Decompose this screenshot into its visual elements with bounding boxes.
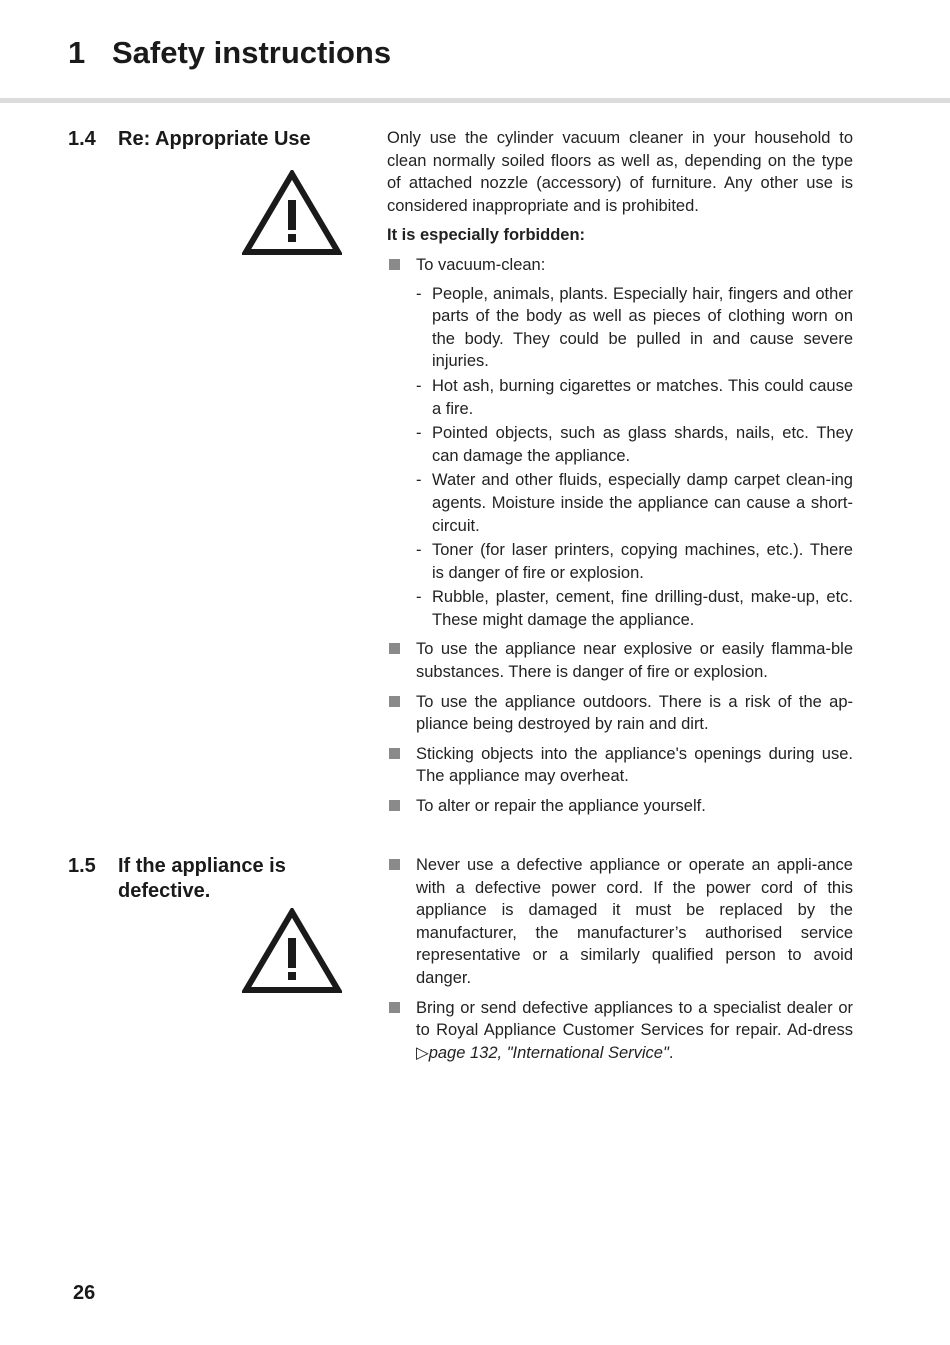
sublist-item-text: Toner (for laser printers, copying machines, etc.). There is danger of fire or explosion.	[432, 541, 853, 582]
square-bullet-icon	[389, 1002, 400, 1013]
forbidden-list	[387, 254, 853, 818]
defective-list	[387, 854, 853, 1064]
list-item-text: To alter or repair the appliance yourself.	[416, 797, 706, 816]
chapter-title	[68, 34, 391, 72]
sublist-item	[416, 586, 853, 631]
reference-end: .	[668, 1043, 674, 1062]
sublist-item	[416, 422, 853, 467]
list-item-text: Sticking objects into the appliance's openings during use. The appliance may overheat.	[416, 744, 853, 786]
warning-triangle-icon	[242, 908, 342, 994]
sublist-item-text: Hot ash, burning cigarettes or matches. This could cause a fire.	[432, 376, 853, 418]
page-number: 26	[73, 1282, 96, 1304]
dash-bullet-icon: -	[416, 471, 422, 490]
section-title: Re: Appropriate Use	[118, 128, 311, 150]
sublist-item	[416, 469, 853, 537]
section-body	[387, 127, 853, 825]
list-item-text: To use the appliance outdoors. There is a risk of the ap-pliance being destroyed by rain and dirt.	[416, 692, 853, 734]
reference-arrow-icon: ▷	[416, 1043, 429, 1062]
square-bullet-icon	[389, 748, 400, 759]
dash-bullet-icon: -	[416, 424, 422, 443]
sublist-item-text: People, animals, plants. Especially hair, fingers and other parts of the body as well as pieces of clothing worn on the body. They could be pulled in and cause severe injuries.	[432, 284, 853, 371]
section-number: 1.5	[68, 855, 96, 877]
square-bullet-icon	[389, 800, 400, 811]
list-item	[387, 743, 853, 788]
dash-bullet-icon: -	[416, 588, 422, 607]
square-bullet-icon	[389, 859, 400, 870]
warning-triangle-icon	[242, 170, 342, 256]
list-item-text: To use the appliance near explosive or easily flamma-ble substances. There is danger of fire or explosion.	[416, 640, 853, 682]
sublist-item-text: Pointed objects, such as glass shards, nails, etc. They can damage the appliance.	[432, 424, 853, 465]
dash-bullet-icon: -	[416, 284, 422, 303]
sublist-item	[416, 283, 853, 373]
header-divider	[0, 98, 950, 103]
sublist-item-text: Rubble, plaster, cement, fine drilling-dust, make-up, etc. These might damage the appliance.	[432, 588, 853, 629]
section-heading	[68, 854, 358, 904]
sublist-item	[416, 539, 853, 584]
page-reference-link[interactable]: page 132, "International Service"	[428, 1043, 669, 1062]
list-item	[387, 854, 853, 990]
dash-bullet-icon: -	[416, 541, 422, 560]
dash-bullet-icon: -	[416, 376, 422, 395]
list-item	[387, 997, 853, 1065]
sublist-item-text: Water and other fluids, especially damp carpet clean-ing agents. Moisture inside the appliance can cause a short-circuit.	[432, 471, 853, 535]
chapter-number: 1	[68, 35, 86, 70]
list-item	[387, 691, 853, 736]
vacuum-sublist	[416, 283, 853, 632]
square-bullet-icon	[389, 259, 400, 270]
section-body	[387, 854, 853, 1071]
forbidden-heading: It is especially forbidden:	[387, 226, 586, 245]
list-item	[387, 795, 853, 818]
section-title: If the appliance is defective.	[118, 855, 286, 902]
intro-paragraph: Only use the cylinder vacuum cleaner in your household to clean normally soiled floors as well as, depending on the type of attached nozzle (accessory) of furniture. Any other use is considered inappropriate and is prohibited.	[387, 129, 853, 215]
section-number: 1.4	[68, 128, 96, 150]
square-bullet-icon	[389, 696, 400, 707]
sublist-item	[416, 375, 853, 420]
list-item-text: To vacuum-clean:	[416, 255, 546, 274]
list-item-text: Never use a defective appliance or operate an appli-ance with a defective power cord. If the power cord of this appliance is damaged it must be replaced by the manufacturer, the manufacturer’s authorised service representative or a similarly qualified person to avoid danger.	[416, 856, 853, 987]
section-heading	[68, 127, 358, 152]
chapter-header	[0, 0, 950, 100]
chapter-title-text: Safety instructions	[112, 35, 392, 70]
list-item-text: Bring or send defective appliances to a specialist dealer or to Royal Appliance Customer Services for repair. Ad-dress	[416, 998, 853, 1040]
list-item	[387, 638, 853, 683]
square-bullet-icon	[389, 643, 400, 654]
list-item	[387, 254, 853, 632]
